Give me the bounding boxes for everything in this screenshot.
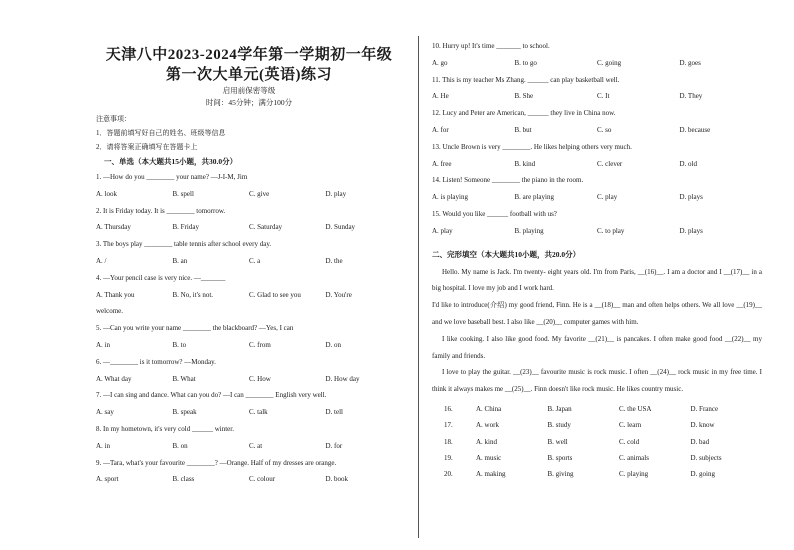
answer-option[interactable]: D. How day (325, 374, 360, 383)
answer-option[interactable]: C. talk (249, 408, 268, 417)
answer-option[interactable]: C. colour (249, 475, 276, 484)
answer-option[interactable]: B. to (172, 340, 187, 349)
question-stem: 9. —Tara, what's your favourite ________? —Orange. Half of my dresses are orange. (96, 458, 337, 467)
question-stem: 1. —How do you ________ your name? —J-I-M, Jim (96, 173, 248, 181)
answer-option[interactable]: A. say (96, 408, 114, 417)
cloze-option[interactable]: D. France (690, 404, 719, 413)
exam-title-line1: 天津八中2023-2024学年第一学期初一年级 (105, 47, 393, 63)
answer-option[interactable]: A. go (432, 58, 448, 67)
question-stem: 7. —I can sing and dance. What can you do? —I can ________ English very well. (96, 391, 327, 400)
answer-option[interactable]: A. Thursday (96, 223, 131, 232)
answer-option[interactable]: A. is playing (432, 193, 468, 202)
question-stem: 11. This is my teacher Ms Zhang. ______ can play basketball well. (432, 75, 620, 84)
answer-option[interactable]: D. Sunday (325, 223, 356, 232)
question-stem: 13. Uncle Brown is very ________. He likes helping others very much. (432, 142, 632, 151)
cloze-number: 16. (444, 404, 453, 413)
answer-option[interactable]: C. How (249, 374, 271, 383)
answer-option[interactable]: C. clever (597, 159, 623, 168)
answer-options (432, 223, 762, 240)
answer-options (432, 122, 762, 139)
answer-option[interactable]: C. It (597, 92, 610, 101)
answer-option[interactable]: C. at (249, 441, 263, 450)
time-info: 时间：45分钟；满分100分 (205, 98, 293, 107)
answer-option[interactable]: B. are playing (514, 193, 554, 202)
section2-heading: 二、完形填空（本大题共10小题，共20.0分） (432, 249, 581, 259)
cloze-number: 18. (444, 437, 453, 446)
question-stem: 4. —Your pencil case is very nice. —_______ (96, 273, 226, 282)
answer-option[interactable]: B. Friday (172, 223, 199, 232)
question-stem: 3. The boys play ________ table tennis after school every day. (96, 240, 272, 249)
answer-option[interactable]: D. tell (325, 408, 343, 417)
section1-questions-right (432, 38, 762, 240)
answer-option[interactable]: B. an (172, 256, 188, 265)
cloze-choice-row (432, 417, 762, 433)
cloze-option[interactable]: D. bad (690, 437, 710, 446)
answer-option[interactable]: A. in (96, 340, 110, 349)
answer-options (432, 55, 762, 72)
cloze-paragraph: I'd like to introduce(介绍) my good friend, Finn. He is a __(18)__ man and often helps others. We all love __(19)__ and we love baseball best. I also like __(20)__ computer games with him. (432, 301, 762, 326)
answer-option[interactable]: C. play (597, 193, 618, 202)
answer-option[interactable]: C. so (597, 125, 612, 134)
cloze-option[interactable]: B. giving (547, 470, 574, 479)
answer-option[interactable]: B. to go (514, 58, 537, 67)
cloze-choice-row (432, 434, 762, 450)
answer-option[interactable]: C. Saturday (249, 223, 283, 232)
answer-option[interactable]: D. old (679, 159, 697, 168)
answer-options (96, 404, 402, 421)
notes-heading: 注意事项： (96, 115, 131, 123)
answer-option[interactable]: D. on (325, 340, 342, 349)
answer-option[interactable]: A. Thank you (96, 290, 135, 299)
cloze-choice-row (432, 466, 762, 482)
answer-option[interactable]: B. spell (172, 189, 194, 198)
answer-option[interactable]: C. from (249, 340, 271, 349)
answer-option[interactable]: C. give (249, 189, 270, 198)
answer-option[interactable]: B. No, it's not. (172, 290, 214, 299)
answer-option[interactable]: A. free (432, 159, 452, 168)
cloze-option[interactable]: B. study (547, 421, 571, 430)
question-stem: 6. —________ is it tomorrow? —Monday. (96, 357, 216, 366)
question-stem: 14. Listen! Someone ________ the piano in the room. (432, 176, 584, 185)
cloze-option[interactable]: D. going (690, 470, 715, 479)
answer-options (96, 219, 402, 236)
answer-options (96, 371, 402, 388)
section1-questions-left (96, 169, 402, 488)
cloze-option[interactable]: D. know (690, 421, 715, 430)
note-item: 1．答题前填写好自己的姓名、班级等信息 (96, 129, 226, 137)
answer-option[interactable]: B. on (172, 441, 188, 450)
answer-option[interactable]: C. going (597, 58, 622, 67)
cloze-paragraph: I love to play the guitar. __(23)__ favourite music is rock music. I often __(24)__ rock music in my free time. I think it always makes me __(25)__. Finn doesn't like rock music. He likes country music. (432, 368, 762, 394)
answer-option[interactable]: B. kind (514, 159, 536, 168)
answer-option[interactable]: A. play (432, 226, 453, 235)
answer-option[interactable]: C. a (249, 256, 261, 265)
answer-option[interactable]: A. He (432, 92, 449, 101)
answer-options (96, 337, 402, 354)
answer-option[interactable]: D. plays (679, 226, 703, 235)
section1-heading: 一、单选（本大题共15小题，共30.0分） (104, 157, 238, 166)
cloze-option[interactable]: C. playing (619, 470, 649, 479)
answer-option[interactable]: B. speak (172, 408, 197, 417)
cloze-choices (432, 401, 762, 482)
answer-option[interactable]: D. They (679, 92, 703, 101)
note-item: 2．请将答案正确填写在答题卡上 (96, 143, 198, 151)
question-stem: 5. —Can you write your name ________ the blackboard? —Yes, I can (96, 324, 294, 333)
answer-option[interactable]: B. She (514, 92, 534, 101)
answer-options (432, 156, 762, 173)
cloze-number: 20. (444, 470, 453, 479)
answer-option[interactable]: A. for (432, 125, 449, 134)
answer-option[interactable]: D. the (325, 256, 343, 265)
answer-options (432, 88, 762, 105)
answer-option[interactable]: D. because (679, 125, 711, 134)
answer-options (432, 189, 762, 206)
question-stem: 10. Hurry up! It's time _______ to school. (432, 42, 550, 50)
column-divider (418, 36, 419, 538)
answer-options (96, 253, 402, 270)
question-stem: 8. In my hometown, it's very cold ______ winter. (96, 424, 234, 433)
cloze-option[interactable]: D. subjects (690, 453, 722, 462)
answer-options (96, 438, 402, 455)
cloze-number: 19. (444, 453, 453, 462)
cloze-choice-row (432, 450, 762, 466)
answer-option[interactable]: A. What day (96, 374, 132, 383)
answer-option[interactable]: C. Glad to see you (249, 290, 301, 299)
cloze-paragraph: Hello. My name is Jack. I'm twenty- eight years old. I'm from Paris, __(16)__. I am a doctor and I __(17)__ in a big hospital. I love my job and I work hard. (432, 267, 762, 293)
question-stem: 12. Lucy and Peter are American, ______ they live in China now. (432, 109, 616, 118)
answer-option[interactable]: D. play (325, 189, 347, 198)
question-stem: 15. Would you like ______ football with us? (432, 209, 557, 218)
answer-option[interactable]: D. goes (679, 58, 701, 67)
answer-option[interactable]: B. class (172, 475, 195, 484)
cloze-option[interactable]: A. making (476, 470, 506, 479)
cloze-choice-row (432, 401, 762, 417)
answer-options (96, 471, 402, 488)
cloze-option[interactable]: C. the USA (619, 404, 652, 413)
cloze-paragraph: I like cooking. I also like good food. My favorite __(21)__ is pancakes. I often make good food __(22)__ my family and friends. (432, 334, 762, 360)
answer-option[interactable]: D. for (325, 441, 343, 450)
left-column (96, 38, 402, 488)
exam-title-line2: 第一次大单元(英语)练习 (166, 67, 332, 83)
cloze-option[interactable]: A. work (476, 421, 499, 430)
cloze-option[interactable]: B. Japan (547, 404, 572, 413)
confidential-level: 启用前保密等级 (222, 86, 276, 95)
cloze-option[interactable]: C. cold (619, 437, 640, 446)
answer-option[interactable]: B. playing (514, 226, 544, 235)
answer-option[interactable]: B. What (172, 374, 196, 383)
answer-options (96, 287, 402, 304)
cloze-option[interactable]: B. sports (547, 453, 573, 462)
answer-option[interactable]: B. but (514, 125, 532, 134)
answer-option[interactable]: D. plays (679, 193, 703, 202)
question-stem: 2. It is Friday today. It is ________ tomorrow. (96, 206, 226, 215)
answer-options (96, 186, 402, 203)
option-continuation: welcome. (96, 307, 124, 316)
answer-option[interactable]: A. look (96, 189, 117, 198)
answer-option[interactable]: D. book (325, 475, 349, 484)
cloze-option[interactable]: B. well (547, 437, 568, 446)
answer-option[interactable]: C. to play (597, 226, 625, 235)
cloze-option[interactable]: A. kind (476, 437, 497, 446)
answer-option[interactable]: D. You're (325, 290, 352, 299)
cloze-option[interactable]: A. China (476, 404, 502, 413)
cloze-option[interactable]: C. animals (619, 453, 649, 462)
answer-option[interactable]: A. / (96, 256, 107, 265)
cloze-number: 17. (444, 421, 453, 430)
answer-option[interactable]: A. in (96, 441, 110, 450)
cloze-option[interactable]: C. learn (619, 421, 642, 430)
cloze-option[interactable]: A. music (476, 453, 502, 462)
right-column (432, 38, 762, 482)
answer-option[interactable]: A. sport (96, 475, 119, 484)
